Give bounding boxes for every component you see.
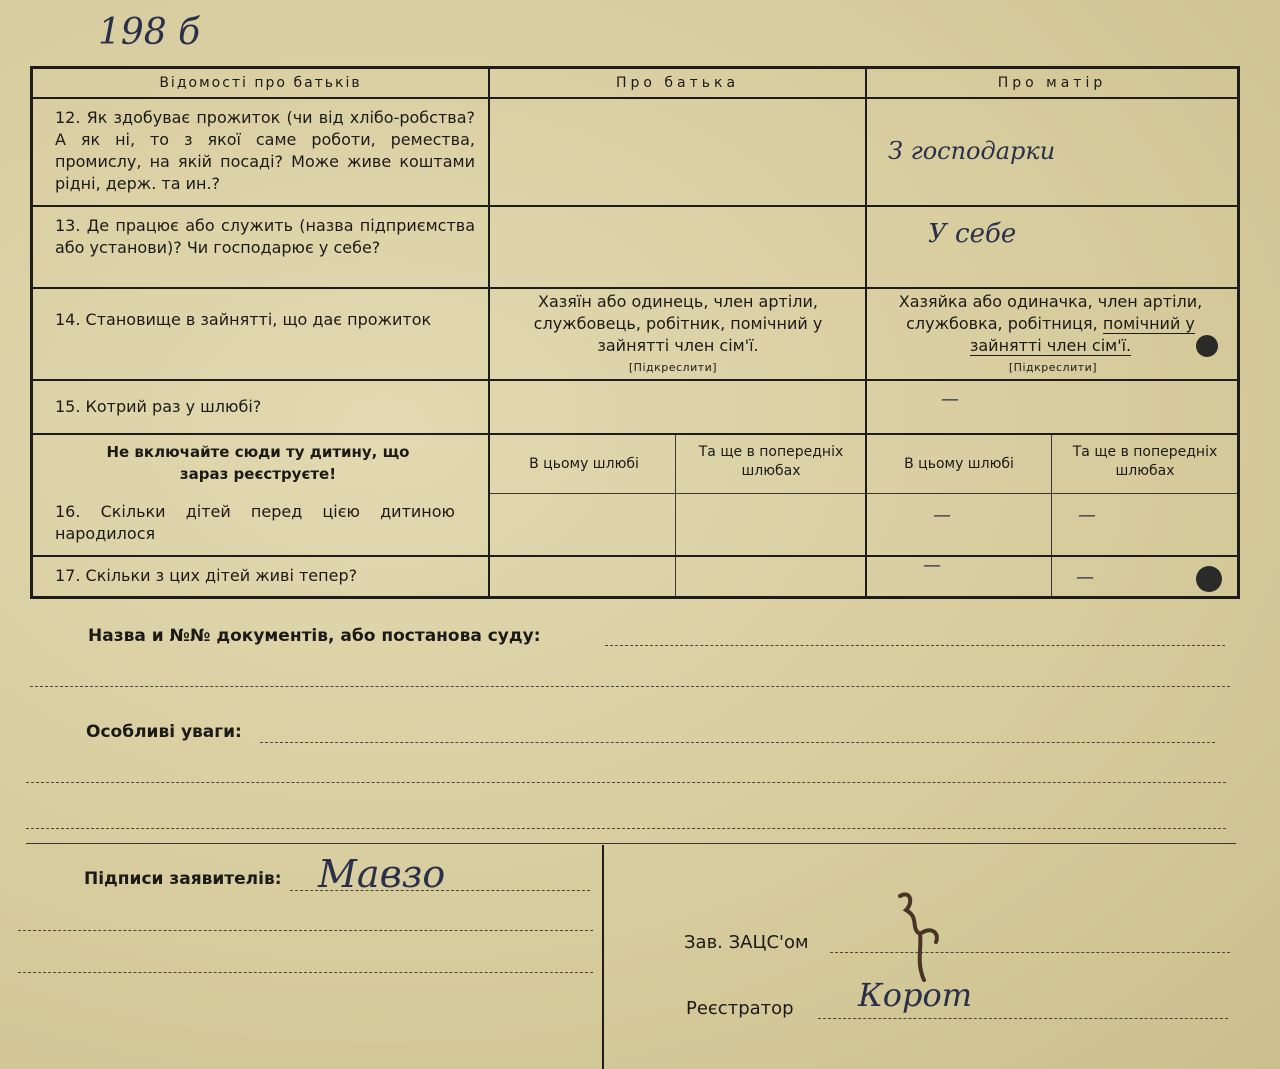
head-signature-mark <box>880 888 960 988</box>
answer-12-mother: З господарки <box>888 137 1056 165</box>
notes-label: Особливі уваги: <box>86 722 242 742</box>
signatures-line-1 <box>290 890 590 891</box>
warning-note: Не включайте сюди ту дитину, що зараз реєструєте! <box>106 443 410 483</box>
question-16: 16. Скільки дітей перед цією дитиною народилося <box>55 502 455 543</box>
header-mother: Про матір <box>997 75 1107 91</box>
notes-line-2 <box>26 782 1226 783</box>
question-17: 17. Скільки з цих дітей живі тепер? <box>55 566 358 585</box>
mother-status-options-text: Хазяйка або одиначка, член артіли, службовка, робітниця, <box>898 292 1203 333</box>
mother-status-options <box>878 291 1223 357</box>
subheader-mother-this: В цьому шлюбі <box>904 456 1014 472</box>
punch-hole-bottom <box>1196 566 1222 592</box>
father-underline-note: [Підкреслити] <box>628 361 718 374</box>
signatures-label: Підписи заявителів: <box>84 869 282 889</box>
question-15: 15. Котрий раз у шлюбі? <box>55 397 262 416</box>
father-status-options: Хазяїн або одинець, член артіли, службовець, робітник, помічний у зайнятті член сім'ї. <box>533 292 823 355</box>
question-13: 13. Де працює або служить (назва підприємства або установи)? Чи господарює у себе? <box>55 216 475 257</box>
answer-16-mother-this: — <box>933 505 951 526</box>
punch-hole-top <box>1196 335 1218 357</box>
header-father: Про батька <box>615 75 740 91</box>
answer-17-mother-previous: — <box>1076 567 1094 588</box>
subheader-father-previous: Та ще в попередніх шлюбах <box>698 444 844 479</box>
registrar-signature: Корот <box>858 976 973 1014</box>
question-14: 14. Становище в зайнятті, що дає прожиток <box>55 310 432 329</box>
margin-note: 198 б <box>98 12 201 53</box>
mother-underline-note: [Підкреслити] <box>1008 361 1098 374</box>
answer-13-mother: У себе <box>928 219 1017 249</box>
footer-vertical-divider <box>602 845 604 1069</box>
answer-16-mother-previous: — <box>1078 505 1096 526</box>
signatures-line-3 <box>18 972 593 973</box>
question-12: 12. Як здобуває прожиток (чи від хлібо-робства? А як ні, то з якої саме роботи, ремества, промислу, на якій посаді? Може живе коштами рідні, держ. та ин.? <box>55 108 475 193</box>
registrar-label: Реєстратор <box>686 998 794 1019</box>
answer-15-mother: — <box>941 389 959 410</box>
signatures-line-2 <box>18 930 593 931</box>
documents-line-2 <box>30 686 1230 687</box>
registrar-signature-line <box>818 1018 1228 1019</box>
applicant-signature: Мавзо <box>318 852 446 896</box>
mother-status-underlined: помічний у зайнятті член сім'ї. <box>969 314 1195 355</box>
documents-line-1 <box>605 645 1225 646</box>
parents-info-table <box>30 66 1240 599</box>
notes-line-3 <box>26 828 1226 829</box>
subheader-mother-previous: Та ще в попередніх шлюбах <box>1072 444 1218 479</box>
footer-divider <box>26 843 1236 844</box>
notes-line-1 <box>260 742 1215 743</box>
answer-17-mother-this: — <box>923 555 941 576</box>
subheader-father-this: В цьому шлюбі <box>529 456 639 472</box>
head-label: Зав. ЗАЦС'ом <box>684 932 809 953</box>
documents-label: Назва и №№ документів, або постанова суду: <box>88 626 541 646</box>
header-parents-info: Відомості про батьків <box>159 75 362 91</box>
